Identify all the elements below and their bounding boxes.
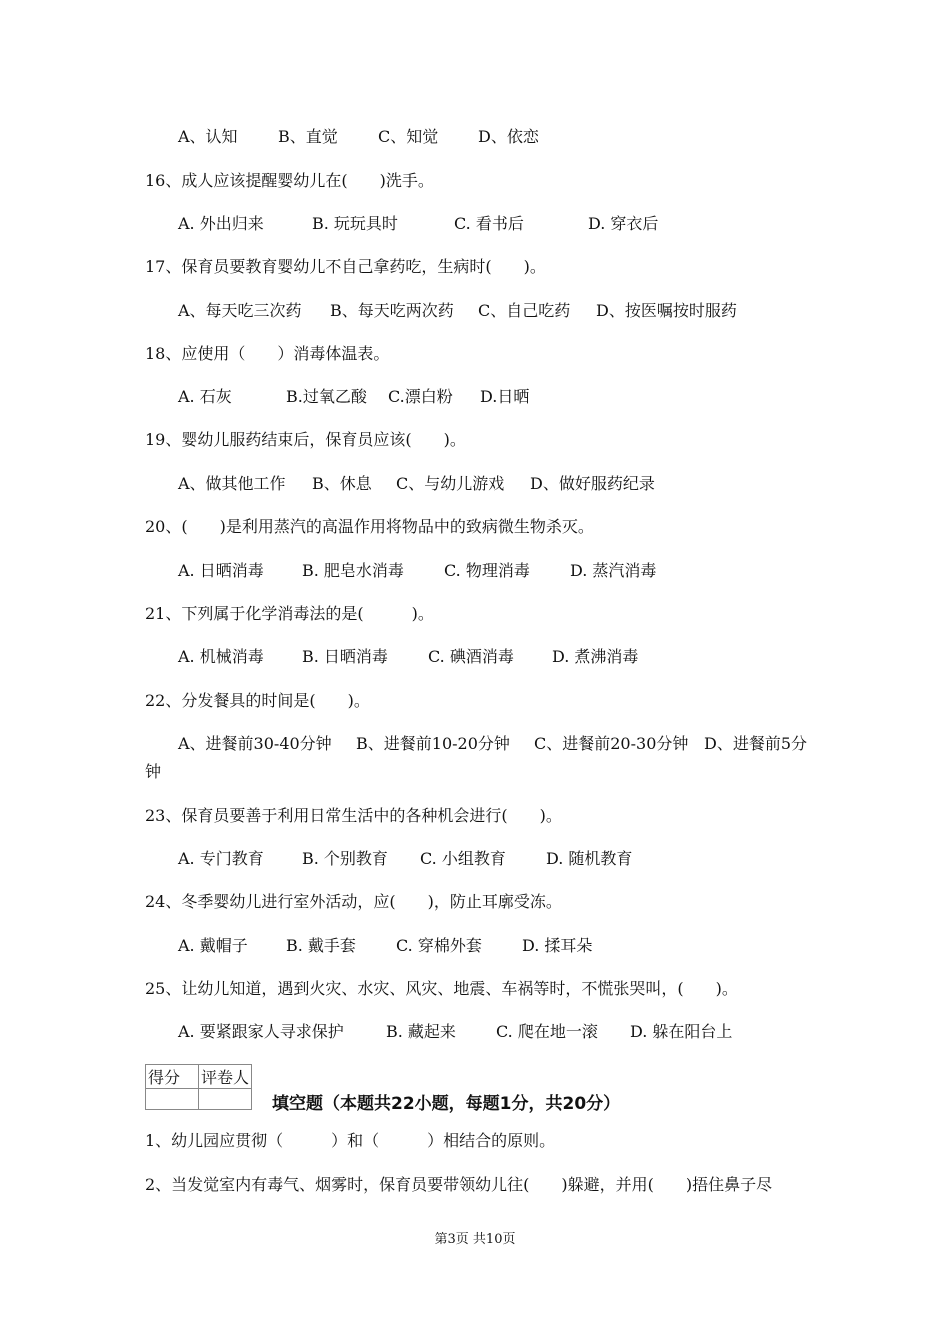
option: D. 蒸汽消毒: [570, 561, 657, 580]
option: B. 藏起来: [386, 1022, 456, 1041]
option: C. 小组教育: [420, 849, 506, 868]
option: A、每天吃三次药: [178, 301, 302, 320]
option: B、直觉: [278, 127, 338, 146]
option: C. 物理消毒: [444, 561, 530, 580]
q22-options: [178, 734, 807, 754]
q23-options: [178, 849, 632, 869]
option: B. 日晒消毒: [302, 647, 388, 666]
option: A. 石灰: [178, 387, 232, 406]
option: D. 穿衣后: [588, 214, 659, 233]
option: D、依恋: [478, 127, 539, 146]
score-cell: [146, 1089, 199, 1110]
option: B.过氧乙酸: [286, 387, 367, 406]
option: A、进餐前30-40分钟: [178, 734, 332, 753]
section-title: 填空题（本题共22小题，每题1分，共20分）: [272, 1094, 621, 1114]
question-stem: 22、分发餐具的时间是( )。: [145, 691, 370, 710]
option: C、与幼儿游戏: [396, 474, 505, 493]
option: D、按医嘱按时服药: [596, 301, 737, 320]
option: B. 个别教育: [302, 849, 388, 868]
option: B、进餐前10-20分钟: [356, 734, 510, 753]
option: A. 要紧跟家人寻求保护: [178, 1022, 344, 1041]
q20-options: [178, 561, 656, 581]
q19-options: [178, 474, 655, 494]
option: C. 爬在地一滚: [496, 1022, 598, 1041]
score-box: [145, 1064, 252, 1110]
option: A. 戴帽子: [178, 936, 248, 955]
q25-options: [178, 1022, 732, 1042]
option: B、休息: [312, 474, 372, 493]
question-stem: 17、保育员要教育婴幼儿不自己拿药吃，生病时( )。: [145, 257, 546, 276]
option: C、自己吃药: [478, 301, 571, 320]
option: A. 外出归来: [178, 214, 264, 233]
question-stem: 24、冬季婴幼儿进行室外活动，应( )，防止耳廓受冻。: [145, 892, 562, 911]
option: C、知觉: [378, 127, 439, 146]
option: C.漂白粉: [388, 387, 453, 406]
option: B. 玩玩具时: [312, 214, 398, 233]
option: A. 专门教育: [178, 849, 264, 868]
q21-options: [178, 647, 638, 667]
question-stem: 20、( )是利用蒸汽的高温作用将物品中的致病微生物杀灭。: [145, 517, 594, 536]
fill-question: 1、幼儿园应贯彻（ ）和（ ）相结合的原则。: [145, 1131, 556, 1150]
option: C. 碘酒消毒: [428, 647, 514, 666]
grader-cell: [199, 1089, 252, 1110]
option: D. 煮沸消毒: [552, 647, 639, 666]
q18-options: [178, 387, 529, 407]
option: B. 肥皂水消毒: [302, 561, 404, 580]
option: C. 穿棉外套: [396, 936, 482, 955]
option: C. 看书后: [454, 214, 524, 233]
q16-options: [178, 214, 658, 234]
option: D.日晒: [480, 387, 530, 406]
option: D. 躲在阳台上: [630, 1022, 733, 1041]
option: A、认知: [178, 127, 238, 146]
option: D. 随机教育: [546, 849, 633, 868]
question-stem: 21、下列属于化学消毒法的是( )。: [145, 604, 434, 623]
option: D. 揉耳朵: [522, 936, 593, 955]
option: D、进餐前5分: [704, 734, 808, 753]
score-label: 得分: [146, 1065, 199, 1089]
option: A. 机械消毒: [178, 647, 264, 666]
question-stem: 23、保育员要善于利用日常生活中的各种机会进行( )。: [145, 806, 562, 825]
q17-options: [178, 301, 737, 321]
option: B. 戴手套: [286, 936, 356, 955]
grader-label: 评卷人: [199, 1065, 252, 1089]
fill-question: 2、当发觉室内有毒气、烟雾时，保育员要带领幼儿往( )躲避，并用( )捂住鼻子尽: [145, 1175, 773, 1194]
page-footer: 第3页 共10页: [434, 1232, 516, 1247]
option: D、做好服药纪录: [530, 474, 655, 493]
question-stem: 25、让幼儿知道，遇到火灾、水灾、风灾、地震、车祸等时，不慌张哭叫，( )。: [145, 979, 738, 998]
option: A. 日晒消毒: [178, 561, 264, 580]
option: C、进餐前20-30分钟: [534, 734, 689, 753]
option-wrap: 钟: [145, 762, 162, 781]
option: A、做其他工作: [178, 474, 286, 493]
question-stem: 16、成人应该提醒婴幼儿在( )洗手。: [145, 171, 434, 190]
question-stem: 18、应使用（ ）消毒体温表。: [145, 344, 390, 363]
question-stem: 19、婴幼儿服药结束后，保育员应该( )。: [145, 430, 466, 449]
option: B、每天吃两次药: [330, 301, 454, 320]
q15-options: [178, 127, 539, 147]
q24-options: [178, 936, 592, 956]
